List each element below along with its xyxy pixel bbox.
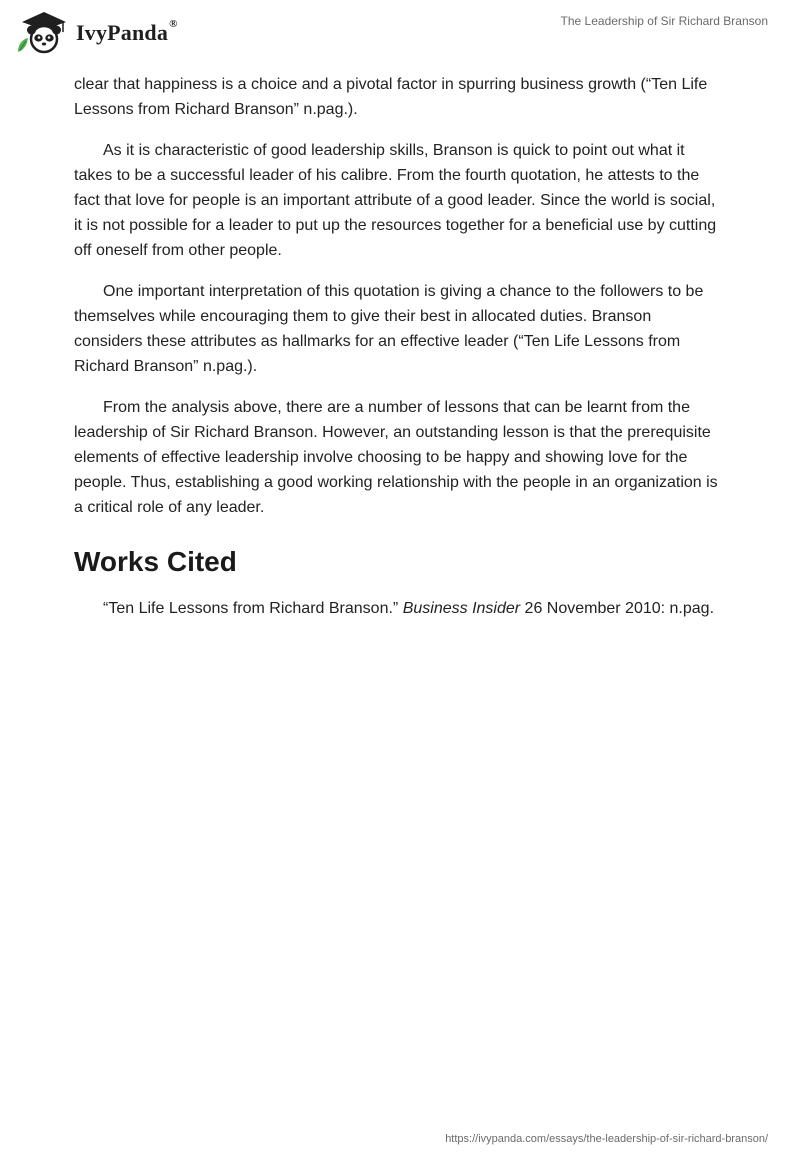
logo-wordmark: IvyPanda® (76, 18, 178, 45)
citation-title: “Ten Life Lessons from Richard Branson.” (103, 600, 399, 617)
citation-details: 26 November 2010: n.pag. (524, 600, 715, 617)
paragraph: As it is characteristic of good leadership skills, Branson is quick to point out what it takes to be a successful leader of his calibre. From the fourth quotation, he attests to the fact that love for people is an important attribute of a good leader. Since the world is social, it is not possible for a leader to put up the resources together for a beneficial use by cutting off oneself from other people. (74, 142, 717, 259)
paragraph-continuation: clear that happiness is a choice and a pivotal factor in spurring business growth (“Ten Life Lessons from Richard Branson” n.pag.). (74, 76, 708, 118)
source-url[interactable]: https://ivypanda.com/essays/the-leadership-of-sir-richard-branson/ (445, 1133, 768, 1145)
paragraph: From the analysis above, there are a number of lessons that can be learnt from the leadership of Sir Richard Branson. However, an outstanding lesson is that the prerequisite elements of effective leadership involve choosing to be happy and showing love for the people. Thus, establishing a good working relationship with the people in an organization is a critical role of any leader. (74, 399, 718, 516)
panda-graduate-icon (14, 8, 72, 56)
paragraph: One important interpretation of this quotation is giving a chance to the followers to be themselves while encouraging them to give their best in allocated duties. Branson considers these attributes as hallmarks for an effective leader (“Ten Life Lessons from Richard Branson” n.pag.). (74, 283, 704, 375)
registered-mark: ® (169, 18, 178, 30)
page-header (0, 0, 800, 70)
works-cited-heading: Works Cited (74, 546, 237, 577)
essay-content (74, 72, 724, 621)
ivypanda-logo[interactable] (14, 8, 178, 56)
running-title: The Leadership of Sir Richard Branson (560, 14, 768, 28)
citation-publication: Business Insider (402, 600, 521, 617)
citation-entry (74, 596, 724, 621)
